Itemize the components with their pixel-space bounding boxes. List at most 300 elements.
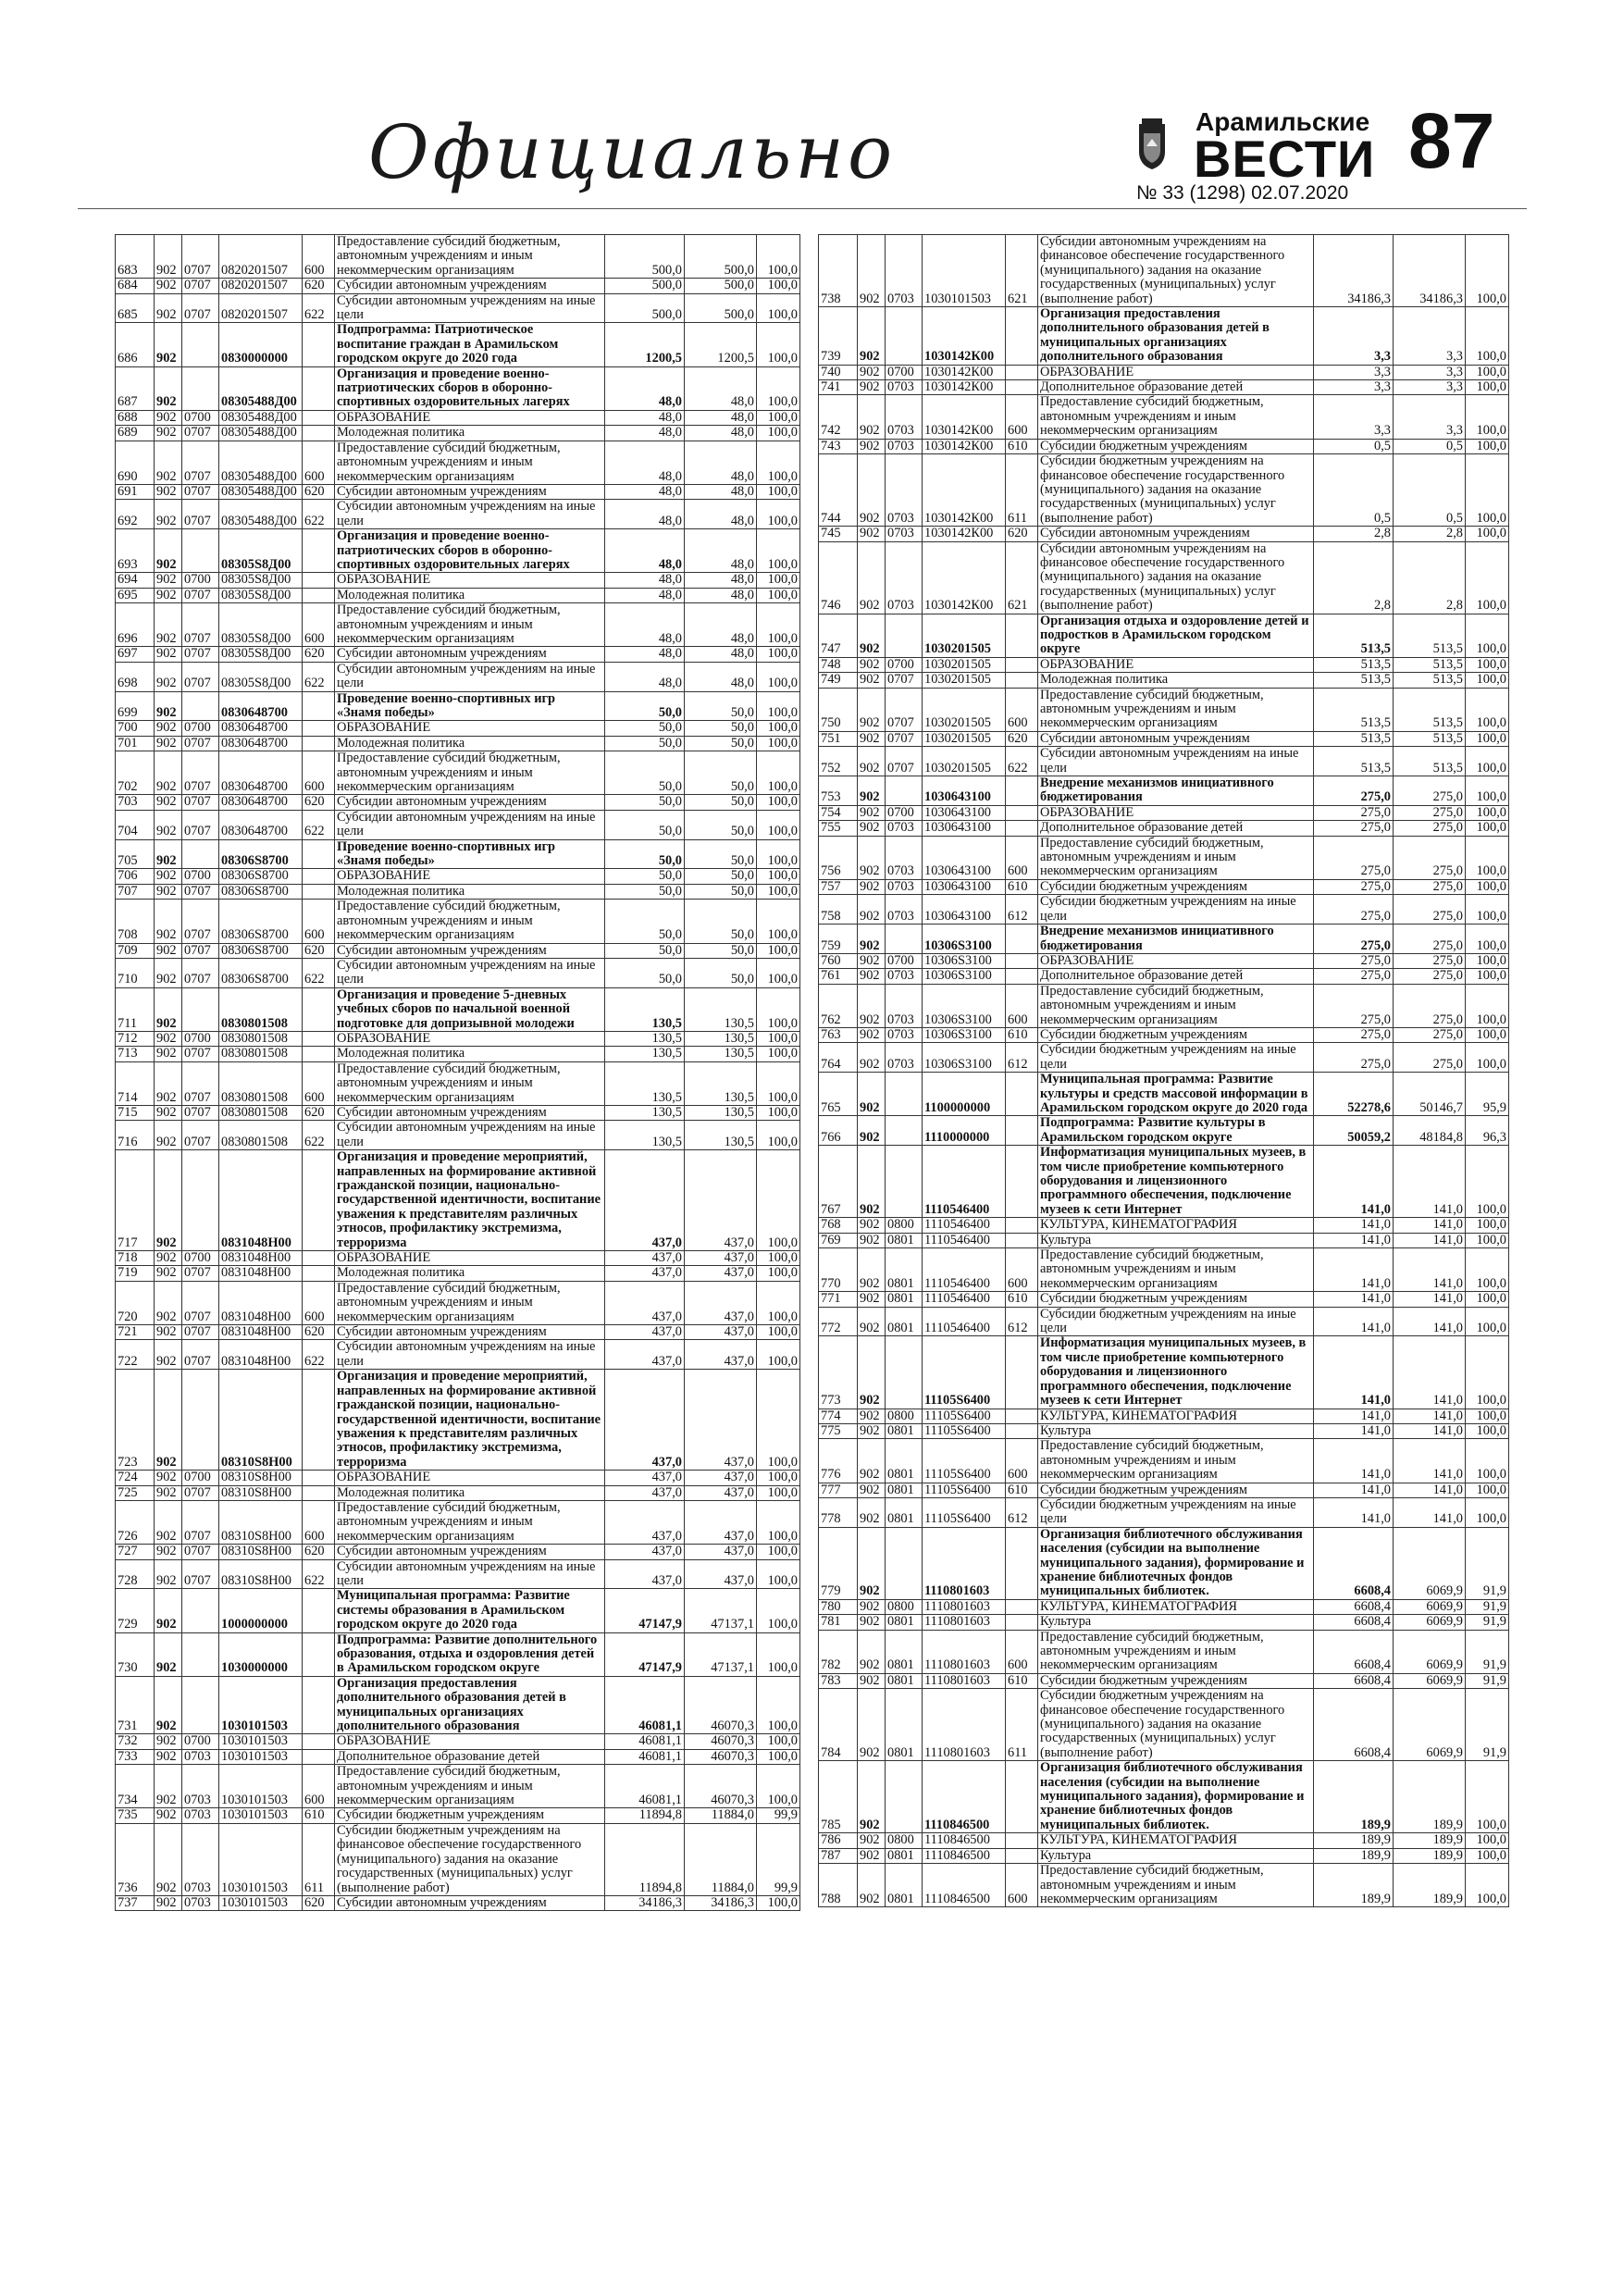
executed-amount: 437,0	[685, 1485, 757, 1500]
target-article-code: 08305488Д00	[219, 410, 303, 425]
section-code	[182, 839, 219, 869]
target-article-code: 0830648700	[219, 721, 303, 736]
execution-percent: 100,0	[757, 647, 800, 662]
ministry-code: 902	[155, 410, 182, 425]
item-description: Субсидии автономным учреждениям на иные цели	[335, 293, 605, 323]
item-description: КУЛЬТУРА, КИНЕМАТОГРАФИЯ	[1038, 1833, 1314, 1848]
execution-percent: 100,0	[1466, 657, 1509, 672]
execution-percent: 100,0	[757, 662, 800, 691]
target-article-code: 1110846500	[923, 1833, 1006, 1848]
planned-amount: 50,0	[605, 795, 685, 810]
execution-percent: 100,0	[757, 1559, 800, 1589]
table-row	[819, 1527, 1509, 1599]
section-code: 0801	[886, 1848, 923, 1863]
section-code: 0707	[182, 795, 219, 810]
row-number: 759	[819, 925, 858, 954]
planned-amount: 48,0	[605, 366, 685, 410]
executed-amount: 34186,3	[1394, 235, 1466, 307]
executed-amount: 2,8	[1394, 541, 1466, 614]
table-row	[116, 1047, 800, 1061]
planned-amount: 50,0	[605, 958, 685, 987]
ministry-code: 902	[858, 1673, 886, 1688]
executed-amount: 275,0	[1394, 879, 1466, 894]
executed-amount: 513,5	[1394, 614, 1466, 657]
planned-amount: 141,0	[1314, 1218, 1394, 1233]
execution-percent: 100,0	[1466, 1307, 1509, 1336]
section-code: 0703	[886, 969, 923, 984]
section-code: 0801	[886, 1497, 923, 1527]
item-description: Субсидии бюджетным учреждениям	[1038, 1292, 1314, 1307]
executed-amount: 500,0	[685, 235, 757, 279]
planned-amount: 50,0	[605, 869, 685, 884]
planned-amount: 275,0	[1314, 1027, 1394, 1042]
table-row	[819, 821, 1509, 836]
execution-percent: 100,0	[757, 884, 800, 899]
executed-amount: 275,0	[1394, 1043, 1466, 1073]
row-number: 778	[819, 1497, 858, 1527]
row-number: 753	[819, 776, 858, 806]
item-description: Субсидии автономным учреждениям на иные цели	[1038, 747, 1314, 776]
item-description: Субсидии автономным учреждениям на финансовое обеспечение государственного (муниципального) задания на оказание государственных (муниципальных) услуг (выполнение работ)	[1038, 235, 1314, 307]
table-row	[116, 884, 800, 899]
execution-percent: 100,0	[757, 1589, 800, 1632]
expense-type-code	[1006, 1073, 1038, 1116]
expense-type-code: 622	[303, 810, 335, 839]
expense-type-code: 620	[303, 1105, 335, 1120]
section-code: 0700	[182, 410, 219, 425]
table-row	[819, 836, 1509, 879]
item-description: Субсидии автономным учреждениям	[335, 1325, 605, 1340]
expense-type-code: 600	[303, 1500, 335, 1544]
executed-amount: 141,0	[1394, 1218, 1466, 1233]
section-code: 0703	[886, 1027, 923, 1042]
section-code: 0700	[886, 365, 923, 379]
table-row	[819, 1423, 1509, 1438]
executed-amount: 141,0	[1394, 1483, 1466, 1497]
row-number: 756	[819, 836, 858, 879]
execution-percent: 100,0	[1466, 1248, 1509, 1292]
target-article-code: 08306S8700	[219, 884, 303, 899]
planned-amount: 513,5	[1314, 614, 1394, 657]
item-description: ОБРАЗОВАНИЕ	[1038, 805, 1314, 820]
table-row	[116, 1325, 800, 1340]
execution-percent: 99,9	[757, 1823, 800, 1895]
item-description: Субсидии бюджетным учреждениям на финансовое обеспечение государственного (муниципального) задания на оказание государственных (муниципальных) услуг (выполнение работ)	[335, 1823, 605, 1895]
executed-amount: 275,0	[1394, 984, 1466, 1027]
row-number: 721	[116, 1325, 155, 1340]
table-row	[819, 1615, 1509, 1630]
executed-amount: 437,0	[685, 1559, 757, 1589]
target-article-code: 10306S3100	[923, 984, 1006, 1027]
section-code: 0707	[182, 426, 219, 441]
planned-amount: 275,0	[1314, 821, 1394, 836]
planned-amount: 48,0	[605, 426, 685, 441]
expense-type-code	[303, 839, 335, 869]
planned-amount: 513,5	[1314, 673, 1394, 688]
ministry-code: 902	[155, 1749, 182, 1764]
ministry-code: 902	[155, 441, 182, 484]
item-description: Муниципальная программа: Развитие системы образования в Арамильском городском округе до 2020 года	[335, 1589, 605, 1632]
row-number: 772	[819, 1307, 858, 1336]
table-row	[116, 1266, 800, 1281]
target-article-code: 08305488Д00	[219, 441, 303, 484]
item-description: ОБРАЗОВАНИЕ	[335, 869, 605, 884]
section-code: 0700	[886, 657, 923, 672]
expense-type-code: 621	[1006, 235, 1038, 307]
row-number: 720	[116, 1281, 155, 1324]
planned-amount: 50,0	[605, 810, 685, 839]
executed-amount: 437,0	[685, 1500, 757, 1544]
section-code: 0707	[182, 500, 219, 529]
ministry-code: 902	[155, 1251, 182, 1266]
item-description: Предоставление субсидий бюджетным, автономным учреждениям и иным некоммерческим организациям	[335, 1765, 605, 1808]
row-number: 788	[819, 1864, 858, 1907]
expense-type-code	[1006, 1833, 1038, 1848]
executed-amount: 6069,9	[1394, 1599, 1466, 1614]
ministry-code: 902	[155, 810, 182, 839]
execution-percent: 100,0	[1466, 1497, 1509, 1527]
execution-percent: 100,0	[1466, 879, 1509, 894]
row-number: 694	[116, 573, 155, 588]
section-code: 0707	[182, 958, 219, 987]
table-row	[116, 484, 800, 499]
execution-percent: 100,0	[757, 1676, 800, 1734]
section-code: 0700	[182, 1734, 219, 1749]
expense-type-code: 600	[303, 603, 335, 647]
execution-percent: 100,0	[757, 900, 800, 943]
planned-amount: 3,3	[1314, 307, 1394, 366]
table-row	[116, 235, 800, 279]
ministry-code: 902	[155, 691, 182, 721]
table-row	[819, 673, 1509, 688]
row-number: 758	[819, 895, 858, 925]
ministry-code: 902	[155, 1061, 182, 1105]
ministry-code: 902	[155, 279, 182, 293]
table-row	[116, 1485, 800, 1500]
planned-amount: 141,0	[1314, 1146, 1394, 1218]
header-divider	[78, 208, 1527, 209]
execution-percent: 100,0	[757, 751, 800, 795]
executed-amount: 437,0	[685, 1340, 757, 1370]
executed-amount: 46070,3	[685, 1734, 757, 1749]
section-code: 0700	[886, 953, 923, 968]
executed-amount: 513,5	[1394, 747, 1466, 776]
item-description: Субсидии автономным учреждениям	[1038, 527, 1314, 541]
expense-type-code: 620	[303, 943, 335, 958]
table-row	[116, 943, 800, 958]
item-description: ОБРАЗОВАНИЕ	[335, 721, 605, 736]
row-number: 711	[116, 987, 155, 1031]
target-article-code: 08306S8700	[219, 958, 303, 987]
ministry-code: 902	[858, 969, 886, 984]
planned-amount: 500,0	[605, 235, 685, 279]
execution-percent: 100,0	[757, 1632, 800, 1676]
executed-amount: 11884,0	[685, 1808, 757, 1823]
execution-percent: 100,0	[757, 366, 800, 410]
executed-amount: 6069,9	[1394, 1689, 1466, 1761]
target-article-code: 08305S8Д00	[219, 603, 303, 647]
row-number: 785	[819, 1761, 858, 1833]
section-code	[182, 1370, 219, 1471]
planned-amount: 6608,4	[1314, 1599, 1394, 1614]
item-description: Дополнительное образование детей	[335, 1749, 605, 1764]
section-code: 0800	[886, 1599, 923, 1614]
planned-amount: 50,0	[605, 943, 685, 958]
target-article-code: 0820201507	[219, 279, 303, 293]
executed-amount: 141,0	[1394, 1336, 1466, 1409]
planned-amount: 48,0	[605, 603, 685, 647]
ministry-code: 902	[155, 1031, 182, 1046]
expense-type-code: 620	[303, 647, 335, 662]
table-row	[116, 1823, 800, 1895]
execution-percent: 100,0	[757, 529, 800, 573]
section-code	[182, 987, 219, 1031]
row-number: 696	[116, 603, 155, 647]
expense-type-code: 610	[1006, 1292, 1038, 1307]
planned-amount: 48,0	[605, 484, 685, 499]
planned-amount: 50,0	[605, 884, 685, 899]
ministry-code: 902	[155, 529, 182, 573]
row-number: 739	[819, 307, 858, 366]
table-row	[819, 895, 1509, 925]
planned-amount: 141,0	[1314, 1307, 1394, 1336]
execution-percent: 100,0	[1466, 1439, 1509, 1483]
target-article-code: 1030101503	[219, 1749, 303, 1764]
row-number: 705	[116, 839, 155, 869]
expense-type-code	[303, 987, 335, 1031]
section-code: 0707	[182, 1266, 219, 1281]
ministry-code: 902	[858, 527, 886, 541]
ministry-code: 902	[858, 731, 886, 746]
row-number: 777	[819, 1483, 858, 1497]
ministry-code: 902	[858, 1292, 886, 1307]
executed-amount: 141,0	[1394, 1146, 1466, 1218]
planned-amount: 50,0	[605, 736, 685, 751]
ministry-code: 902	[858, 688, 886, 731]
row-number: 770	[819, 1248, 858, 1292]
target-article-code: 1030101503	[219, 1808, 303, 1823]
executed-amount: 50,0	[685, 869, 757, 884]
section-code: 0707	[182, 736, 219, 751]
target-article-code: 1030201505	[923, 673, 1006, 688]
executed-amount: 130,5	[685, 1061, 757, 1105]
item-description: ОБРАЗОВАНИЕ	[335, 573, 605, 588]
table-row	[819, 1073, 1509, 1116]
row-number: 687	[116, 366, 155, 410]
table-row	[116, 1545, 800, 1559]
row-number: 683	[116, 235, 155, 279]
ministry-code: 902	[155, 943, 182, 958]
ministry-code: 902	[858, 1689, 886, 1761]
execution-percent: 100,0	[757, 1105, 800, 1120]
planned-amount: 500,0	[605, 293, 685, 323]
item-description: Субсидии автономным учреждениям на финансовое обеспечение государственного (муниципального) задания на оказание государственных (муниципальных) услуг (выполнение работ)	[1038, 541, 1314, 614]
target-article-code: 0830801508	[219, 1121, 303, 1150]
ministry-code: 902	[155, 1500, 182, 1544]
expense-type-code	[303, 1589, 335, 1632]
target-article-code: 1110846500	[923, 1848, 1006, 1863]
expense-type-code	[303, 529, 335, 573]
section-code	[182, 323, 219, 366]
section-code	[182, 1589, 219, 1632]
section-code	[886, 1761, 923, 1833]
ministry-code: 902	[155, 662, 182, 691]
row-number: 776	[819, 1439, 858, 1483]
expense-type-code	[303, 323, 335, 366]
executed-amount: 437,0	[685, 1325, 757, 1340]
executed-amount: 437,0	[685, 1545, 757, 1559]
item-description: Молодежная политика	[335, 426, 605, 441]
table-row	[116, 1121, 800, 1150]
planned-amount: 0,5	[1314, 439, 1394, 453]
section-code: 0801	[886, 1689, 923, 1761]
ministry-code: 902	[155, 1150, 182, 1251]
planned-amount: 34186,3	[605, 1895, 685, 1910]
expense-type-code	[303, 1749, 335, 1764]
expense-type-code	[303, 691, 335, 721]
ministry-code: 902	[858, 1848, 886, 1863]
expense-type-code	[1006, 1599, 1038, 1614]
planned-amount: 275,0	[1314, 805, 1394, 820]
table-row	[116, 293, 800, 323]
ministry-code: 902	[858, 895, 886, 925]
ministry-code: 902	[858, 1615, 886, 1630]
ministry-code: 902	[858, 1146, 886, 1218]
executed-amount: 3,3	[1394, 307, 1466, 366]
execution-percent: 100,0	[757, 410, 800, 425]
row-number: 745	[819, 527, 858, 541]
executed-amount: 50,0	[685, 721, 757, 736]
expense-type-code: 600	[1006, 1864, 1038, 1907]
execution-percent: 100,0	[757, 1047, 800, 1061]
expense-type-code: 600	[303, 1281, 335, 1324]
item-description: Субсидии автономным учреждениям	[335, 943, 605, 958]
planned-amount: 275,0	[1314, 953, 1394, 968]
expense-type-code	[1006, 1233, 1038, 1247]
table-row	[116, 1632, 800, 1676]
planned-amount: 275,0	[1314, 836, 1394, 879]
target-article-code: 1030201505	[923, 688, 1006, 731]
item-description: Субсидии автономным учреждениям на иные цели	[335, 662, 605, 691]
planned-amount: 48,0	[605, 529, 685, 573]
section-code: 0703	[886, 454, 923, 527]
row-number: 773	[819, 1336, 858, 1409]
row-number: 737	[116, 1895, 155, 1910]
section-code: 0707	[182, 1281, 219, 1324]
expense-type-code: 610	[1006, 879, 1038, 894]
expense-type-code: 600	[1006, 1630, 1038, 1673]
ministry-code: 902	[155, 484, 182, 499]
planned-amount: 437,0	[605, 1251, 685, 1266]
ministry-code: 902	[155, 1808, 182, 1823]
expense-type-code: 621	[1006, 541, 1038, 614]
target-article-code: 0830000000	[219, 323, 303, 366]
item-description: Молодежная политика	[1038, 673, 1314, 688]
ministry-code: 902	[858, 776, 886, 806]
row-number: 717	[116, 1150, 155, 1251]
table-row	[819, 1689, 1509, 1761]
expense-type-code: 622	[303, 1559, 335, 1589]
expense-type-code: 622	[303, 1121, 335, 1150]
target-article-code: 0820201507	[219, 235, 303, 279]
section-code: 0703	[886, 1043, 923, 1073]
item-description: ОБРАЗОВАНИЕ	[335, 1031, 605, 1046]
executed-amount: 130,5	[685, 1047, 757, 1061]
execution-percent: 100,0	[757, 795, 800, 810]
ministry-code: 902	[155, 1370, 182, 1471]
executed-amount: 513,5	[1394, 688, 1466, 731]
planned-amount: 48,0	[605, 573, 685, 588]
ministry-code: 902	[858, 1864, 886, 1907]
row-number: 743	[819, 439, 858, 453]
section-code: 0700	[182, 721, 219, 736]
table-row	[116, 900, 800, 943]
execution-percent: 91,9	[1466, 1527, 1509, 1599]
execution-percent: 100,0	[757, 1545, 800, 1559]
ministry-code: 902	[155, 1121, 182, 1150]
execution-percent: 100,0	[757, 1500, 800, 1544]
target-article-code: 10306S3100	[923, 953, 1006, 968]
ministry-code: 902	[858, 1527, 886, 1599]
planned-amount: 6608,4	[1314, 1689, 1394, 1761]
item-description: Проведение военно-спортивных игр «Знамя победы»	[335, 839, 605, 869]
item-description: Молодежная политика	[335, 1485, 605, 1500]
target-article-code: 0830801508	[219, 1105, 303, 1120]
ministry-code: 902	[155, 839, 182, 869]
ministry-code: 902	[858, 1248, 886, 1292]
executed-amount: 50,0	[685, 751, 757, 795]
planned-amount: 437,0	[605, 1370, 685, 1471]
execution-percent: 100,0	[1466, 1483, 1509, 1497]
target-article-code: 1110846500	[923, 1761, 1006, 1833]
row-number: 718	[116, 1251, 155, 1266]
ministry-code: 902	[155, 366, 182, 410]
item-description: Предоставление субсидий бюджетным, автономным учреждениям и иным некоммерческим организациям	[1038, 1439, 1314, 1483]
executed-amount: 513,5	[1394, 657, 1466, 672]
planned-amount: 437,0	[605, 1485, 685, 1500]
planned-amount: 141,0	[1314, 1233, 1394, 1247]
row-number: 716	[116, 1121, 155, 1150]
executed-amount: 141,0	[1394, 1233, 1466, 1247]
table-row	[116, 1808, 800, 1823]
planned-amount: 47147,9	[605, 1589, 685, 1632]
expense-type-code	[1006, 1218, 1038, 1233]
table-row	[116, 869, 800, 884]
execution-percent: 100,0	[1466, 439, 1509, 453]
table-row	[819, 1761, 1509, 1833]
execution-percent: 100,0	[757, 1031, 800, 1046]
item-description: Субсидии автономным учреждениям	[335, 647, 605, 662]
target-article-code: 1110801603	[923, 1630, 1006, 1673]
section-code	[182, 1676, 219, 1734]
table-row	[819, 1233, 1509, 1247]
target-article-code: 0830801508	[219, 987, 303, 1031]
target-article-code: 10306S3100	[923, 925, 1006, 954]
table-row	[819, 439, 1509, 453]
table-row	[116, 410, 800, 425]
table-row	[116, 573, 800, 588]
target-article-code: 1030643100	[923, 805, 1006, 820]
section-code: 0707	[182, 293, 219, 323]
execution-percent: 100,0	[1466, 307, 1509, 366]
executed-amount: 48,0	[685, 588, 757, 602]
row-number: 768	[819, 1218, 858, 1233]
expense-type-code: 600	[1006, 1248, 1038, 1292]
execution-percent: 100,0	[1466, 1043, 1509, 1073]
row-number: 713	[116, 1047, 155, 1061]
executed-amount: 46070,3	[685, 1749, 757, 1764]
row-number: 781	[819, 1615, 858, 1630]
